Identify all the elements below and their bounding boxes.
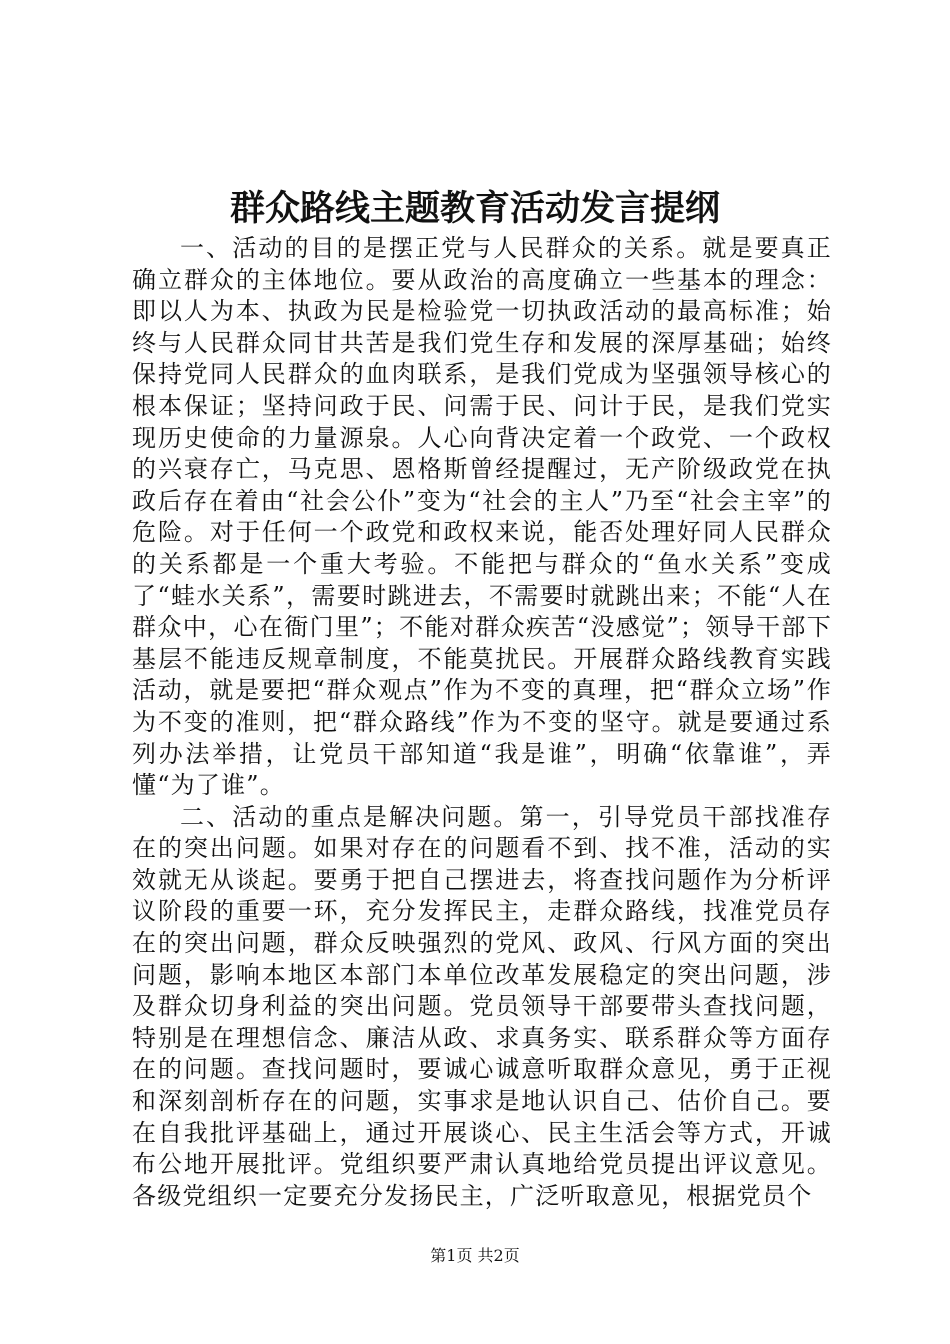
document-title: 群众路线主题教育活动发言提纲 [229, 188, 720, 229]
document-body [132, 233, 832, 1212]
paragraph-1: 一、活动的目的是摆正党与人民群众的关系。就是要真正确立群众的主体地位。要从政治的高度确立一些基本的理念：即以人为本、执政为民是检验党一切执政活动的最高标准；始终与人民群众同甘共苦是我们党生存和发展的深厚基础；始终保持党同人民群众的血肉联系，是我们党成为坚强领导核心的根本保证；坚持问政于民、问需于民、问计于民，是我们党实现历史使命的力量源泉。人心向背决定着一个政党、一个政权的兴衰存亡，马克思、恩格斯曾经提醒过，无产阶级政党在执政后存在着由“社会公仆”变为“社会的主人”乃至“社会主宰”的危险。对于任何一个政党和政权来说，能否处理好同人民群众的关系都是一个重大考验。不能把与群众的“鱼水关系”变成了“蛙水关系”，需要时跳进去，不需要时就跳出来；不能“人在群众中，心在衙门里”；不能对群众疾苦“没感觉”；领导干部下基层不能违反规章制度，不能莫扰民。开展群众路线教育实践活动，就是要把“群众观点”作为不变的真理，把“群众立场”作为不变的准则，把“群众路线”作为不变的坚守。就是要通过系列办法举措，让党员干部知道“我是谁”，明确“依靠谁”，弄懂“为了谁”。 [132, 234, 832, 800]
page-number-footer: 第1页 共2页 [430, 1246, 520, 1265]
paragraph-2: 二、活动的重点是解决问题。第一，引导党员干部找准存在的突出问题。如果对存在的问题看不到、找不准，活动的实效就无从谈起。要勇于把自己摆进去，将查找问题作为分析评议阶段的重要一环，充分发挥民主，走群众路线，找准党员存在的突出问题，群众反映强烈的党风、政风、行风方面的突出问题，影响本地区本部门本单位改革发展稳定的突出问题，涉及群众切身利益的突出问题。党员领导干部要带头查找问题，特别是在理想信念、廉洁从政、求真务实、联系群众等方面存在的问题。查找问题时，要诚心诚意听取群众意见，勇于正视和深刻剖析存在的问题，实事求是地认识自己、估价自己。要在自我批评基础上，通过开展谈心、民主生活会等方式，开诚布公地开展批评。党组织要严肃认真地给党员提出评议意见。各级党组织一定要充分发扬民主，广泛听取意见，根据党员个 [132, 802, 832, 1210]
